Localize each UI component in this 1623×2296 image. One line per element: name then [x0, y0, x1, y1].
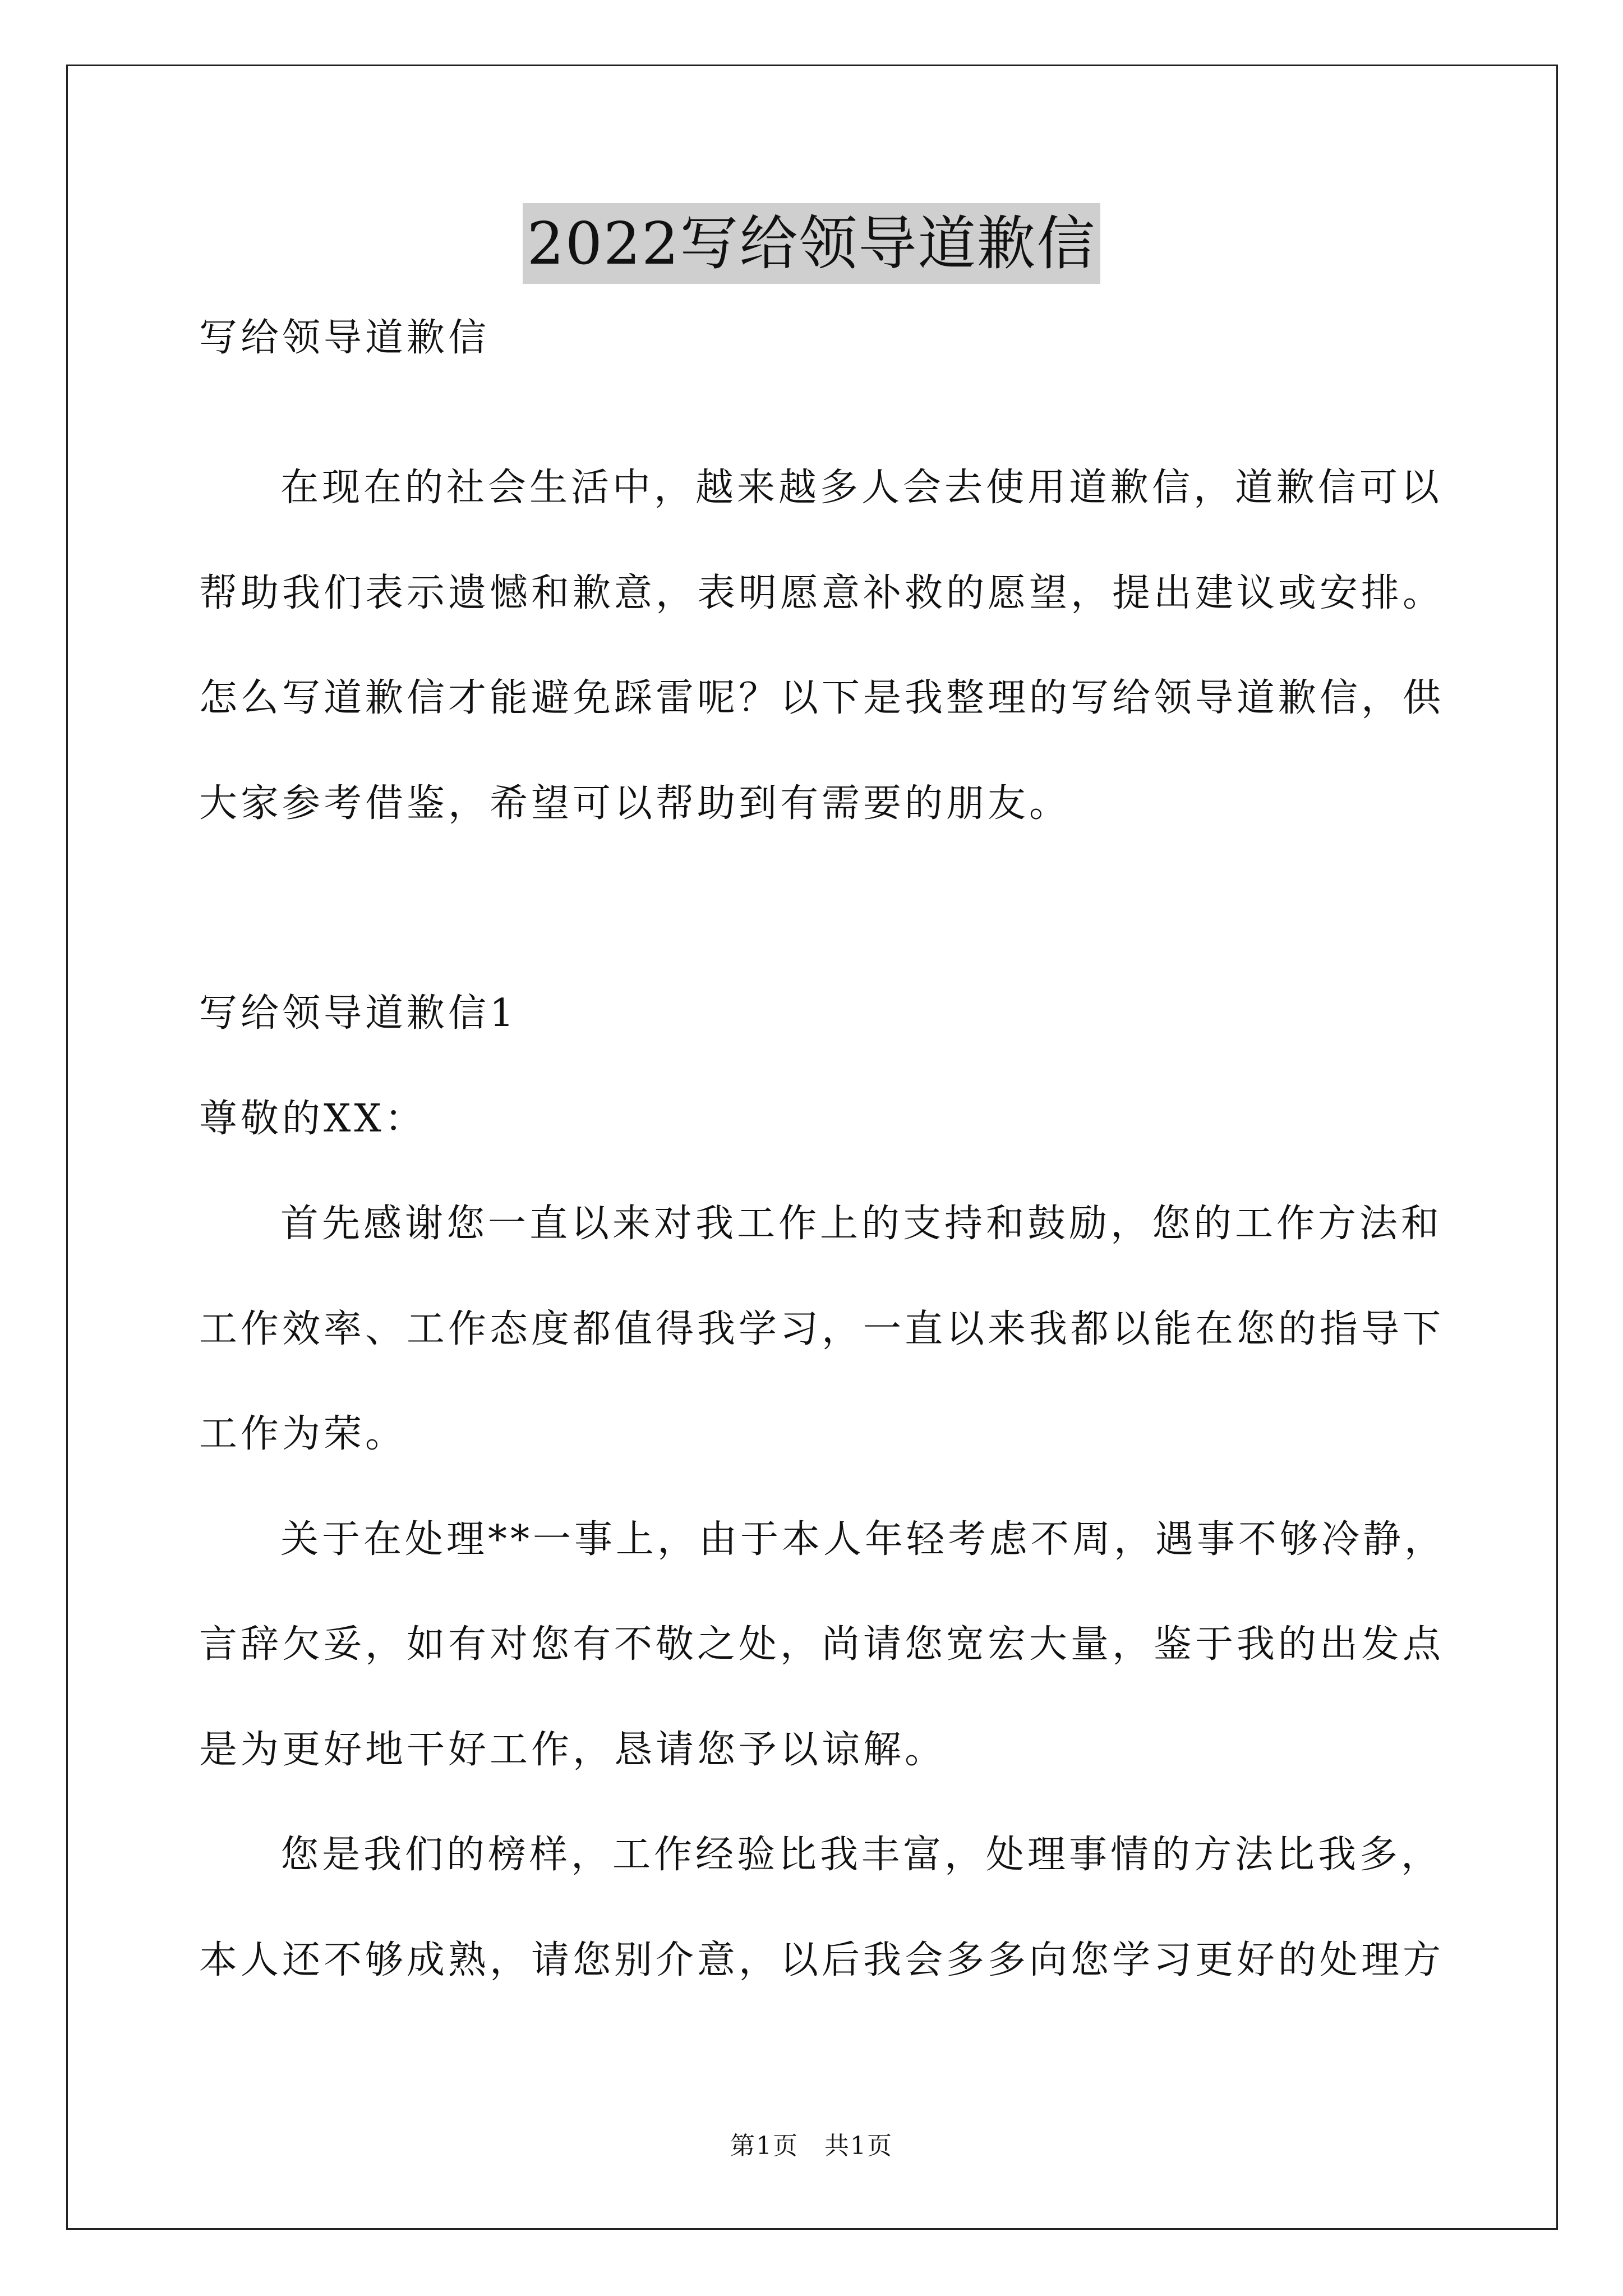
paragraph-2-line-1: 关于在处理**一事上，由于本人年轻考虑不周，遇事不够冷静，: [280, 1517, 1446, 1562]
paragraph-2-line-2: 言辞欠妥，如有对您有不敬之处，尚请您宽宏大量，鉴于我的出发点: [199, 1622, 1445, 1667]
paragraph-1-line-2: 工作效率、工作态度都值得我学习，一直以来我都以能在您的指导下: [199, 1307, 1445, 1351]
document-title: 2022写给领导道歉信: [523, 203, 1101, 284]
paragraph-3-line-1: 您是我们的榜样，工作经验比我丰富，处理事情的方法比我多，: [280, 1833, 1443, 1877]
subtitle: 写给领导道歉信: [199, 316, 490, 360]
salutation: 尊敬的XX：: [199, 1097, 426, 1141]
paragraph-2-line-3: 是为更好地干好工作，恳请您予以谅解。: [199, 1728, 947, 1772]
paragraph-1-line-3: 工作为荣。: [199, 1412, 407, 1456]
intro-line-2: 帮助我们表示遗憾和歉意，表明愿意补救的愿望，提出建议或安排。: [199, 571, 1445, 615]
title-wrap: [0, 203, 1623, 284]
intro-line-4: 大家参考借鉴，希望可以帮助到有需要的朋友。: [199, 781, 1071, 826]
section-heading: 写给领导道歉信1: [199, 991, 518, 1036]
paragraph-1-line-1: 首先感谢您一直以来对我工作上的支持和鼓励，您的工作方法和: [280, 1202, 1443, 1246]
paragraph-3-line-2: 本人还不够成熟，请您别介意，以后我会多多向您学习更好的处理方: [199, 1938, 1445, 1982]
intro-line-1: 在现在的社会生活中，越来越多人会去使用道歉信，道歉信可以: [280, 466, 1443, 510]
page-footer: 第1页 共1页: [730, 2132, 893, 2160]
page-border: [66, 65, 1558, 2230]
intro-line-3: 怎么写道歉信才能避免踩雷呢？以下是我整理的写给领导道歉信，供: [199, 676, 1445, 720]
